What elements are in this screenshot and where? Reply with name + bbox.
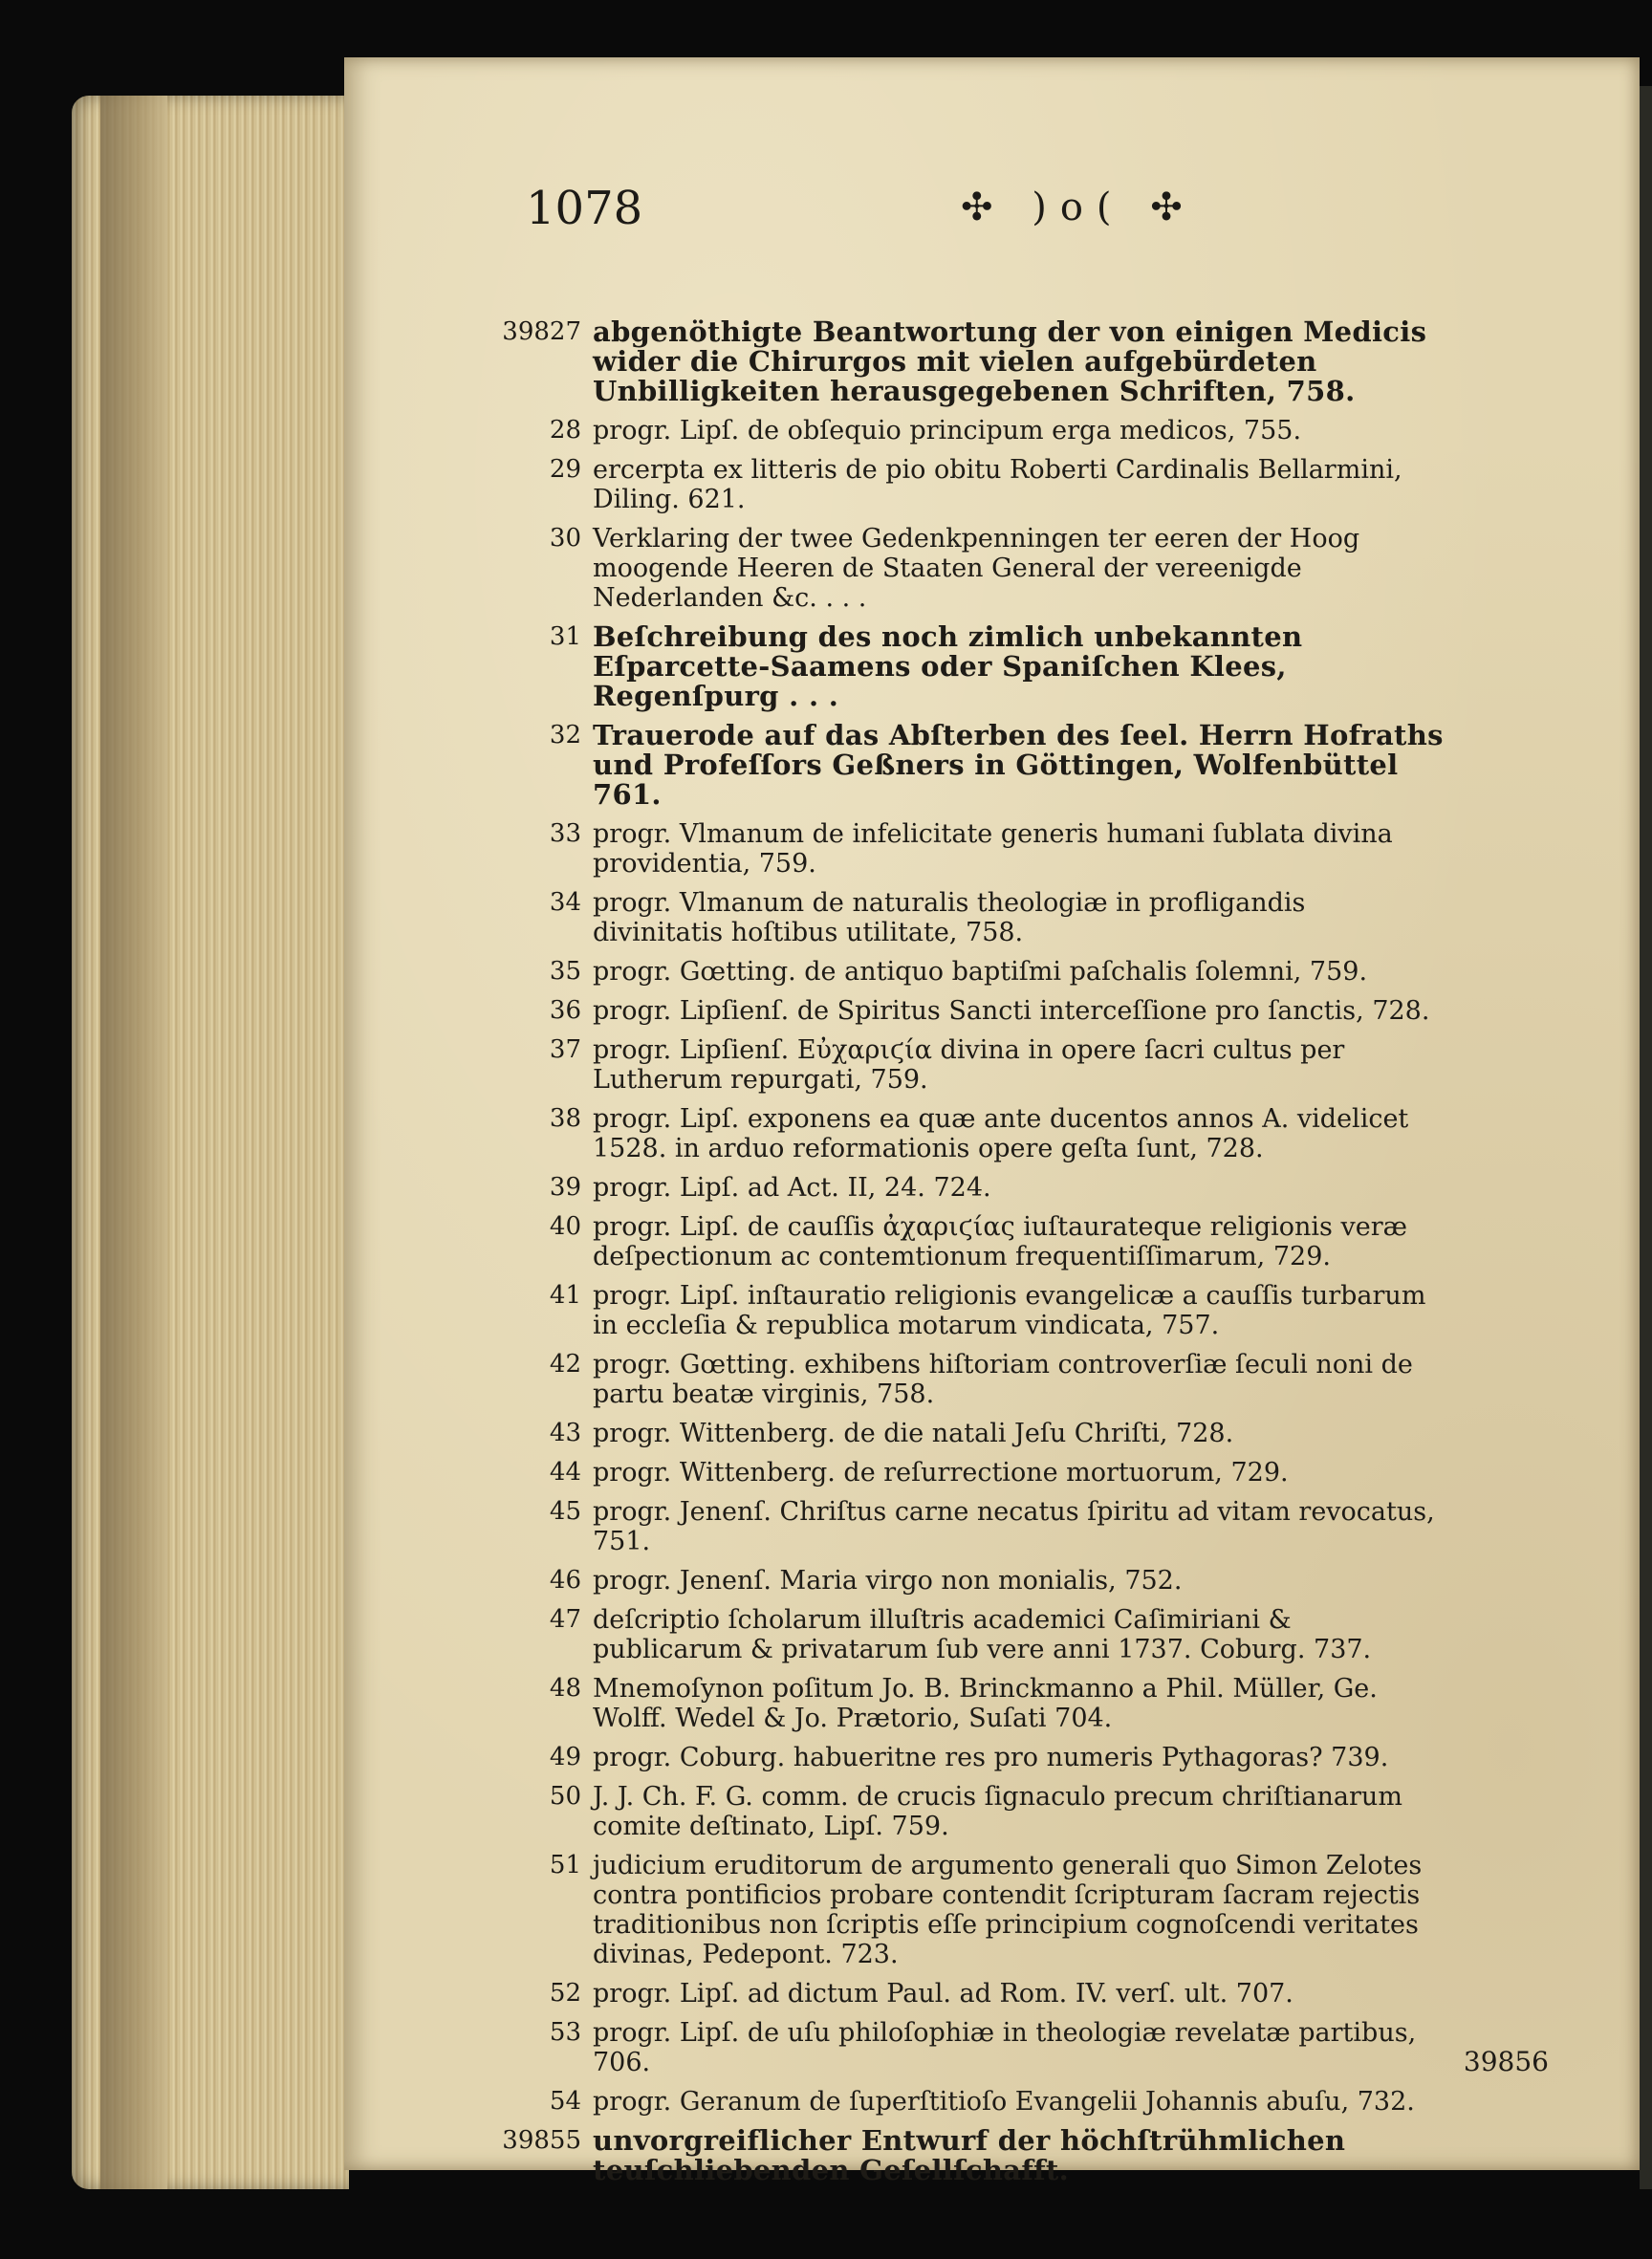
catalogue-entry	[430, 1104, 1444, 1163]
entry-text: ercerpta ex litteris de pio obitu Roberti Cardinalis Bellarmini, Diling. 621.	[593, 455, 1402, 514]
page-number: 1078	[526, 182, 643, 235]
entry-text: progr. Lipſ. de uſu philoſophiæ in theologiæ revelatæ partibus, 706.	[593, 2018, 1417, 2077]
catalogue-entry	[430, 957, 1444, 987]
entry-text: progr. Lipſienſ. de Spiritus Sancti interceſſione pro ſanctis, 728.	[593, 996, 1430, 1026]
entry-text: progr. Lipſ. ad Act. II, 24. 724.	[593, 1173, 991, 1203]
entry-number: 51	[549, 1851, 581, 1879]
catalogue-entry	[430, 455, 1444, 514]
entry-text: progr. Coburg. habueritne res pro numeris Pythagoras? 739.	[593, 1743, 1389, 1772]
entry-number: 38	[549, 1104, 581, 1133]
entry-number: 43	[549, 1419, 581, 1447]
catalogue-entry	[430, 1566, 1444, 1596]
entry-text: judicium eruditorum de argumento generali quo Simon Zelotes contra pontificios probare contendit ſcripturam ſacram rejectis traditionibus non ſcriptis eſſe principium cognoſcendi veritates divinas, Pedepont. 723.	[593, 1851, 1423, 1969]
book-page	[344, 57, 1640, 2186]
binding-edge	[1640, 86, 1652, 2189]
catalogue-entry	[430, 1173, 1444, 1203]
entry-number: 45	[549, 1497, 581, 1526]
entry-number: 34	[549, 888, 581, 917]
catalogue-entry	[430, 1743, 1444, 1772]
catalogue-entry	[430, 1419, 1444, 1448]
catalogue-entry	[430, 2087, 1444, 2117]
entry-number: 31	[549, 622, 581, 651]
entry-number: 41	[549, 1281, 581, 1310]
entry-number: 39827	[502, 317, 581, 346]
entry-text: Trauerode auf das Abſterben des ſeel. Herrn Hofraths und Profeſſors Geßners in Göttingen, Wolfenbüttel 761.	[593, 719, 1444, 811]
entry-number: 32	[549, 721, 581, 749]
entry-number: 37	[549, 1035, 581, 1064]
entry-text: progr. Jenenſ. Chriſtus carne necatus ſpiritu ad vitam revocatus, 751.	[593, 1497, 1435, 1556]
header-ornament: ✣ )o( ✣	[961, 185, 1196, 229]
entry-text: Mnemoſynon poſitum Jo. B. Brinckmanno a Phil. Müller, Ge. Wolff. Wedel & Jo. Prætorio, Suſati 704.	[593, 1674, 1378, 1733]
entry-text: progr. Vlmanum de infelicitate generis humani ſublata divina providentia, 759.	[593, 819, 1393, 879]
entry-text: progr. Lipſ. inſtauratio religionis evangelicæ a cauſſis turbarum in eccleſia & republica motarum vindicata, 757.	[593, 1281, 1426, 1340]
entry-text: Verklaring der twee Gedenkpenningen ter eeren der Hoog moogende Heeren de Staaten General der vereenigde Nederlanden &c. . . .	[593, 524, 1360, 613]
catalogue-entry	[430, 524, 1444, 613]
entry-number: 47	[549, 1605, 581, 1634]
page-block-edge	[72, 96, 349, 2189]
catalogue-entry	[430, 1035, 1444, 1095]
catalogue-entry	[430, 888, 1444, 947]
entry-text: unvorgreiflicher Entwurf der höchſtrühmlichen teuſchliebenden Geſellſchafft.	[593, 2124, 1346, 2186]
catalogue-entry	[430, 416, 1444, 445]
entry-number: 40	[549, 1212, 581, 1241]
catalogue-entry	[430, 1782, 1444, 1841]
entry-number: 29	[549, 455, 581, 484]
entry-text: progr. Gœtting. de antiquo baptiſmi paſchalis ſolemni, 759.	[593, 957, 1368, 987]
entry-text: progr. Geranum de ſuperſtitioſo Evangelii Johannis abuſu, 732.	[593, 2087, 1415, 2117]
entry-number: 52	[549, 1979, 581, 2008]
catalogue-entry	[430, 1350, 1444, 1409]
entry-text: progr. Lipſ. exponens ea quæ ante ducentos annos A. videlicet 1528. in arduo reformationis opere geſta ſunt, 728.	[593, 1104, 1409, 1163]
catalogue-entry	[430, 819, 1444, 879]
catalogue-entry	[430, 622, 1444, 711]
entry-text: progr. Vlmanum de naturalis theologiæ in profligandis divinitatis hoſtibus utilitate, 758.	[593, 888, 1306, 947]
entry-text: progr. Lipſ. de cauſſis ἀχαριϛίας iuſtaurateque religionis veræ deſpectionum ac contemtionum frequentiſſimarum, 729.	[593, 1212, 1408, 1271]
entry-text: abgenöthigte Beantwortung der von einigen Medicis wider die Chirurgos mit vielen aufgebürdeten Unbilligkeiten herausgegebenen Schriften, 758.	[593, 315, 1427, 407]
catalogue-entry	[430, 1979, 1444, 2009]
entry-text: deſcriptio ſcholarum illuſtris academici Caſimiriani & publicarum & privatarum ſub vere anni 1737. Coburg. 737.	[593, 1605, 1372, 1664]
entry-number: 49	[549, 1743, 581, 1771]
entry-text: progr. Lipſ. de obſequio principum erga medicos, 755.	[593, 416, 1302, 445]
entry-number: 53	[549, 2018, 581, 2047]
entry-number: 54	[549, 2087, 581, 2116]
entry-number: 33	[549, 819, 581, 848]
page-header	[344, 182, 1640, 258]
entry-text: J. J. Ch. F. G. comm. de crucis ſignaculo precum chriſtianarum comite deſtinato, Lipſ. 759.	[593, 1782, 1402, 1841]
book	[72, 57, 1652, 2247]
entry-text: progr. Lipſ. ad dictum Paul. ad Rom. IV. verſ. ult. 707.	[593, 1979, 1293, 2009]
catalogue-entries	[430, 317, 1444, 2195]
entry-number: 28	[549, 416, 581, 445]
catalogue-entry	[430, 1212, 1444, 1271]
entry-text: progr. Lipſienſ. Εὐχαριϛία divina in opere ſacri cultus per Lutherum repurgati, 759.	[593, 1035, 1345, 1095]
catalogue-entry	[430, 1281, 1444, 1340]
entry-number: 39	[549, 1173, 581, 1202]
catchword: 39856	[1463, 2046, 1549, 2077]
catalogue-entry	[430, 2126, 1444, 2185]
entry-number: 50	[549, 1782, 581, 1811]
entry-text: progr. Gœtting. exhibens hiſtoriam controverſiæ ſeculi noni de partu beatæ virginis, 758.	[593, 1350, 1413, 1409]
catalogue-entry	[430, 1605, 1444, 1664]
catalogue-entry	[430, 721, 1444, 810]
entry-number: 42	[549, 1350, 581, 1379]
entry-number: 30	[549, 524, 581, 553]
catalogue-entry	[430, 1458, 1444, 1488]
entry-text: progr. Jenenſ. Maria virgo non monialis, 752.	[593, 1566, 1183, 1596]
entry-text: progr. Wittenberg. de die natali Jeſu Chriſti, 728.	[593, 1419, 1234, 1448]
entry-number: 35	[549, 957, 581, 986]
entry-number: 44	[549, 1458, 581, 1487]
entry-text: progr. Wittenberg. de reſurrectione mortuorum, 729.	[593, 1458, 1289, 1488]
catalogue-entry	[430, 996, 1444, 1026]
catalogue-entry	[430, 1851, 1444, 1969]
catalogue-entry	[430, 1497, 1444, 1556]
entry-text: Beſchreibung des noch zimlich unbekannten Eſparcette-Saamens oder Spaniſchen Klees, Regenſpurg . . .	[593, 620, 1303, 712]
entry-number: 46	[549, 1566, 581, 1595]
catalogue-entry	[430, 2018, 1444, 2077]
catalogue-entry	[430, 1674, 1444, 1733]
catalogue-entry	[430, 317, 1444, 406]
entry-number: 48	[549, 1674, 581, 1703]
entry-number: 36	[549, 996, 581, 1025]
entry-number: 39855	[502, 2126, 581, 2155]
